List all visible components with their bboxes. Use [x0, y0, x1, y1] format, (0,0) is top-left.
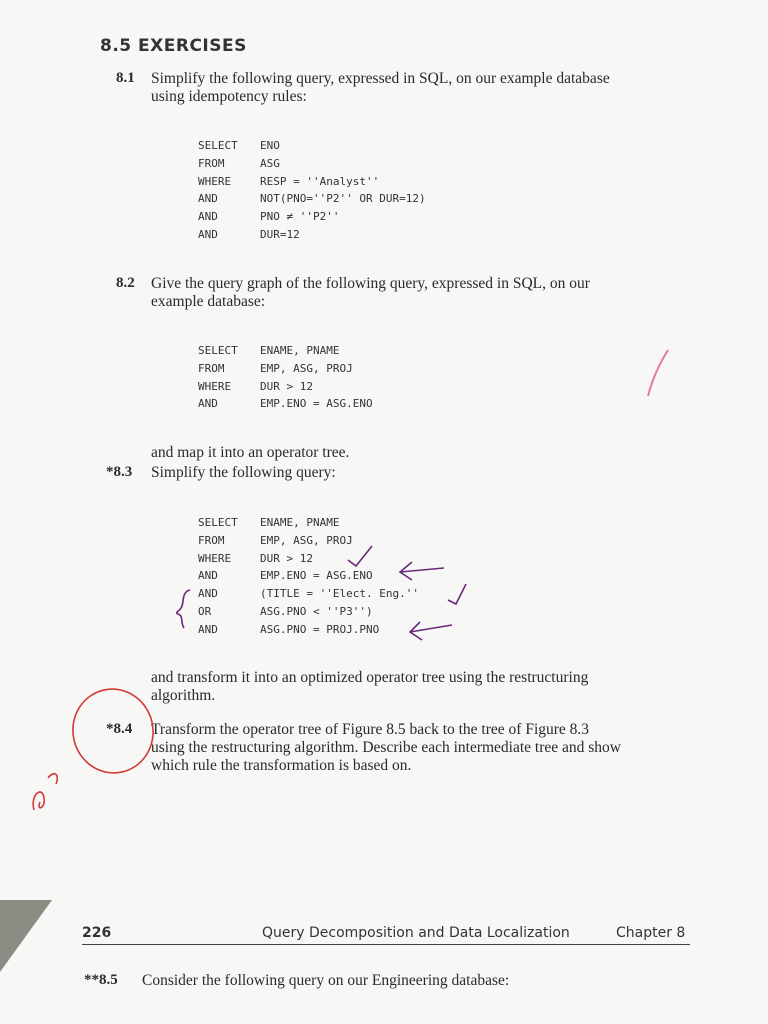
brace-mark	[177, 590, 190, 628]
section-title: 8.5 EXERCISES	[100, 36, 247, 56]
code-keyword: OR	[198, 604, 212, 618]
pink-pen-mark	[648, 350, 668, 396]
code-value: EMP.ENO = ASG.ENO	[260, 569, 373, 583]
code-value: ASG.PNO < ''P3'')	[260, 604, 373, 618]
page-number: 226	[82, 925, 112, 941]
code-keyword: AND	[198, 210, 218, 224]
exercise-8-2-line-1: Give the query graph of the following query, expressed in SQL, on our	[151, 275, 590, 292]
exercise-8-1-line-2: using idempotency rules:	[151, 88, 307, 105]
footer-rule	[82, 944, 690, 945]
exercise-number-8-1: 8.1	[116, 70, 135, 86]
arrow-mark	[410, 622, 452, 640]
code-keyword: SELECT	[198, 344, 238, 357]
code-value: EMP, ASG, PROJ	[260, 533, 353, 547]
code-keyword: WHERE	[198, 174, 232, 188]
exercise-8-2-after-text: and map it into an operator tree.	[151, 444, 350, 461]
exercise-8-4-line-2: using the restructuring algorithm. Describe each intermediate tree and show	[151, 739, 622, 756]
check-mark	[348, 546, 372, 566]
running-header-chapter: Chapter 8	[616, 925, 686, 941]
exercise-number-8-3: *8.3	[106, 464, 133, 480]
code-keyword: WHERE	[198, 379, 232, 393]
code-keyword: AND	[198, 569, 218, 583]
code-keyword: AND	[198, 397, 218, 411]
code-keyword: FROM	[198, 156, 225, 170]
code-value: ASG	[260, 156, 280, 170]
running-header-title: Query Decomposition and Data Localization	[262, 925, 570, 941]
red-scribble-mark	[33, 774, 57, 810]
exercise-number-8-5: **8.5	[84, 972, 118, 988]
exercise-8-3-after-line-1: and transform it into an optimized operator tree using the restructuring	[151, 669, 589, 686]
code-value: (TITLE = ''Elect. Eng.''	[260, 587, 419, 601]
code-value: ENAME, PNAME	[260, 344, 340, 357]
code-value: DUR=12	[260, 227, 300, 241]
code-value: EMP.ENO = ASG.ENO	[260, 397, 373, 411]
code-keyword: FROM	[198, 361, 225, 375]
code-value: ENAME, PNAME	[260, 516, 340, 529]
code-value: NOT(PNO=''P2'' OR DUR=12)	[260, 192, 426, 206]
red-circle-mark	[65, 682, 161, 781]
code-value: PNO ≠ ''P2''	[260, 210, 340, 224]
check-mark	[448, 584, 466, 604]
scan-corner-shadow	[0, 900, 52, 972]
code-keyword: AND	[198, 622, 218, 636]
code-value: EMP, ASG, PROJ	[260, 361, 353, 375]
exercise-8-4-line-3: which rule the transformation is based on.	[151, 757, 412, 774]
code-keyword: AND	[198, 227, 218, 241]
code-keyword: FROM	[198, 533, 225, 547]
code-keyword: AND	[198, 192, 218, 206]
exercise-8-1-line-1: Simplify the following query, expressed in SQL, on our example database	[151, 70, 610, 87]
code-value: DUR > 12	[260, 551, 313, 565]
arrow-mark	[400, 562, 444, 580]
exercise-number-8-4: *8.4	[106, 721, 133, 737]
code-keyword: AND	[198, 587, 218, 601]
exercise-8-2-line-2: example database:	[151, 293, 266, 310]
code-value: ENO	[260, 139, 280, 152]
code-keyword: WHERE	[198, 551, 232, 565]
exercise-8-4-line-1: Transform the operator tree of Figure 8.5 back to the tree of Figure 8.3	[151, 721, 590, 738]
code-value: DUR > 12	[260, 379, 313, 393]
code-keyword: SELECT	[198, 139, 238, 152]
exercise-8-3-after-line-2: algorithm.	[151, 687, 216, 704]
exercise-number-8-2: 8.2	[116, 275, 135, 291]
code-value: ASG.PNO = PROJ.PNO	[260, 622, 380, 636]
exercise-8-5-line-1: Consider the following query on our Engineering database:	[142, 972, 510, 989]
code-value: RESP = ''Analyst''	[260, 174, 380, 188]
exercise-8-3-line-1: Simplify the following query:	[151, 464, 336, 481]
code-keyword: SELECT	[198, 516, 238, 529]
